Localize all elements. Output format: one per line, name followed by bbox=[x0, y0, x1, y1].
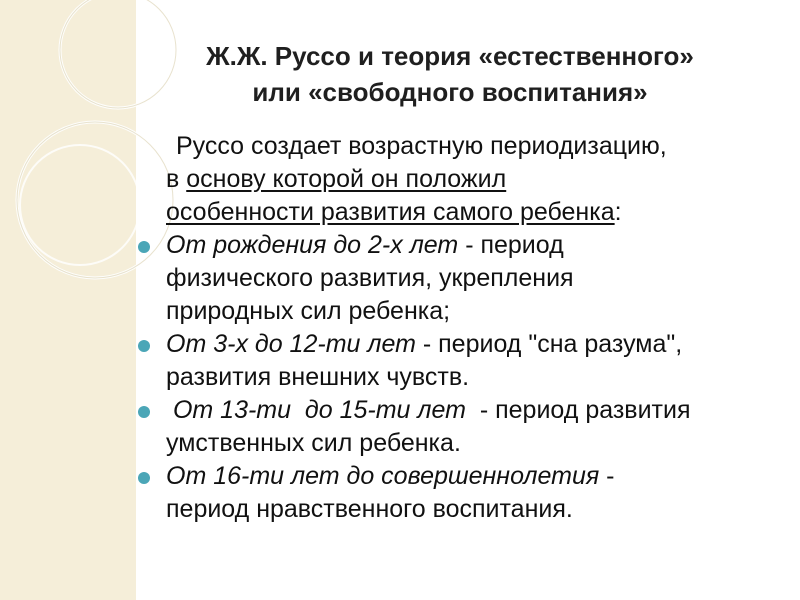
bullet-4-line-1 bbox=[166, 460, 788, 493]
bullet-3-period: От 13-ти до 15-ти лет bbox=[166, 396, 466, 424]
slide-body bbox=[138, 130, 788, 526]
bullet-dot-icon bbox=[138, 340, 150, 352]
intro-line-3 bbox=[166, 196, 788, 229]
bullet-dot-icon bbox=[138, 472, 150, 484]
bullet-2-line-2: развития внешних чувств. bbox=[166, 363, 470, 391]
intro-line-2-underlined: основу которой он положил bbox=[186, 165, 507, 193]
bullet-item-1 bbox=[138, 229, 788, 328]
title-line-1: Ж.Ж. Руссо и теория «естественного» bbox=[206, 41, 694, 71]
bullet-1-period: От рождения до 2-х лет bbox=[166, 231, 459, 259]
bullet-dot-icon bbox=[138, 406, 150, 418]
slide-title bbox=[140, 38, 760, 110]
bullet-3-rest: - период развития bbox=[465, 396, 691, 424]
intro-line-3-underlined: особенности развития самого ребенка bbox=[166, 198, 615, 226]
intro-line-3-tail: : bbox=[614, 198, 622, 226]
intro-paragraph bbox=[138, 130, 788, 229]
bullet-1-line-2: физического развития, укрепления bbox=[166, 264, 574, 292]
intro-line-1: Руссо создает возрастную периодизацию, bbox=[176, 132, 667, 160]
bullet-3-line-2: умственных сил ребенка. bbox=[166, 429, 461, 457]
bullet-item-3 bbox=[138, 394, 788, 460]
bullet-2-line-1 bbox=[166, 328, 788, 361]
bullet-1-rest: - период bbox=[458, 231, 564, 259]
bullet-dot-icon bbox=[138, 241, 150, 253]
intro-line-2 bbox=[166, 163, 788, 196]
bullet-4-period: От 16-ти лет до совершеннолетия bbox=[166, 462, 600, 490]
bullet-4-line-2: период нравственного воспитания. bbox=[166, 495, 573, 523]
intro-line-2-plain: в bbox=[166, 165, 187, 193]
bullet-4-rest: - bbox=[599, 462, 615, 490]
bullet-2-period: От 3-х до 12-ти лет bbox=[166, 330, 416, 358]
bullet-1-line-1 bbox=[166, 229, 788, 262]
bullet-item-4 bbox=[138, 460, 788, 526]
bullet-3-line-1 bbox=[166, 394, 788, 427]
title-line-2: или «свободного воспитания» bbox=[252, 77, 648, 107]
bullet-item-2 bbox=[138, 328, 788, 394]
bullet-2-rest: - период "сна разума", bbox=[415, 330, 683, 358]
bullet-1-line-3: природных сил ребенка; bbox=[166, 297, 451, 325]
